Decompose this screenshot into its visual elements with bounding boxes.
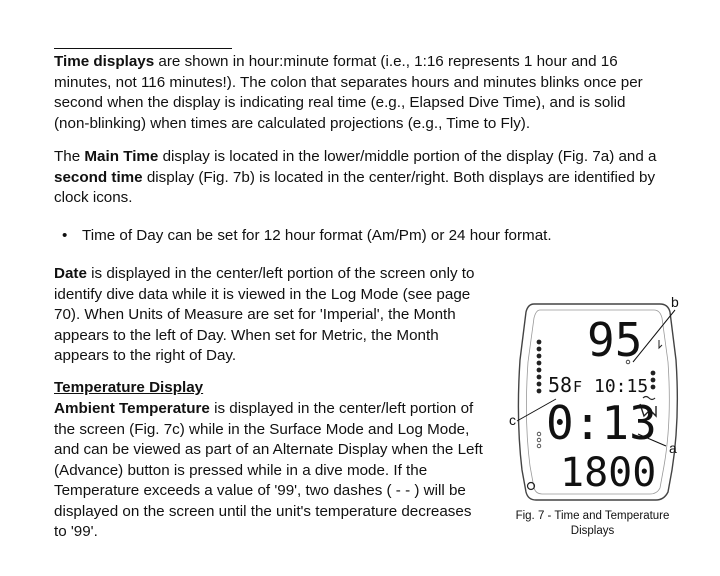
depth-readout: 95 [587,313,643,367]
caption-line-2: Displays [570,525,615,537]
caption-line-1: Fig. 7 - Time and Temperature [515,510,670,522]
main-time-readout: 0:13 [546,396,657,450]
paragraph-time-displays [54,52,664,134]
label-b: b [671,294,679,310]
temperature-text: is displayed in the center/left portion of the screen (Fig. 7c) while in the Surface Mode and Log Mode, and can be viewed as part of an Alternate Display when the Left (Advance) button is pressed while in a dive mode. If the Temperature exceeds a value of '99', two dashes ( - - ) will be displayed on the screen until the unit's temperature decreases to '99'. [54,400,483,540]
date-text: is displayed in the center/left portion of the screen only to identify dive data while it is viewed in the Log Mode (see page 70). When Units of Measure are set for 'Imperial', the Month appears to the left of Day. When set for Metric, the Month appears to the right of Day. [54,265,475,364]
small-fin-icon [659,340,662,348]
main-time-text-1: The [54,148,85,165]
term-main-time: Main Time [84,148,159,165]
second-time-readout: 10:15 [594,376,649,397]
dive-computer-figure [506,294,706,544]
main-time-text-2: display is located in the lower/middle portion of the display (Fig. 7a) and a [158,148,657,165]
bar-graph-dots [537,340,542,394]
heading-rule [54,48,232,49]
paragraph-date [54,264,482,367]
term-date: Date [54,265,87,282]
bottom-readout: 1800 [560,450,657,496]
bullet-mark: • [62,227,68,244]
temperature-readout: 58 [548,373,573,397]
bullet-time-of-day: Time of Day can be set for 12 hour format (Am/Pm) or 24 hour format. [82,227,552,244]
time-displays-text: are shown in hour:minute format (i.e., 1:16 represents 1 hour and 16 minutes, not 116 minutes!). The colon that separates hours and minutes blinks once per second when the display is indicating real time (e.g., Elapsed Dive Time), and is solid (non-blinking) when times are calculated projections (e.g., Time to Fly). [54,53,643,132]
right-dots [651,371,656,390]
paragraph-temperature [54,399,486,543]
term-second-time: second time [54,168,143,186]
term-ambient-temperature: Ambient Temperature [54,400,210,417]
left-small-dots [537,432,541,448]
temperature-heading: Temperature Display [54,379,204,396]
label-a: a [669,440,677,456]
label-c: c [509,412,516,428]
paragraph-main-time [54,147,664,209]
temperature-unit: F [573,378,583,396]
main-time-text-3: display (Fig. 7b) is located in the center/right. Both displays are identified by clock icons. [54,168,656,206]
term-time-displays: Time displays [54,53,155,70]
figure-caption [490,509,695,539]
